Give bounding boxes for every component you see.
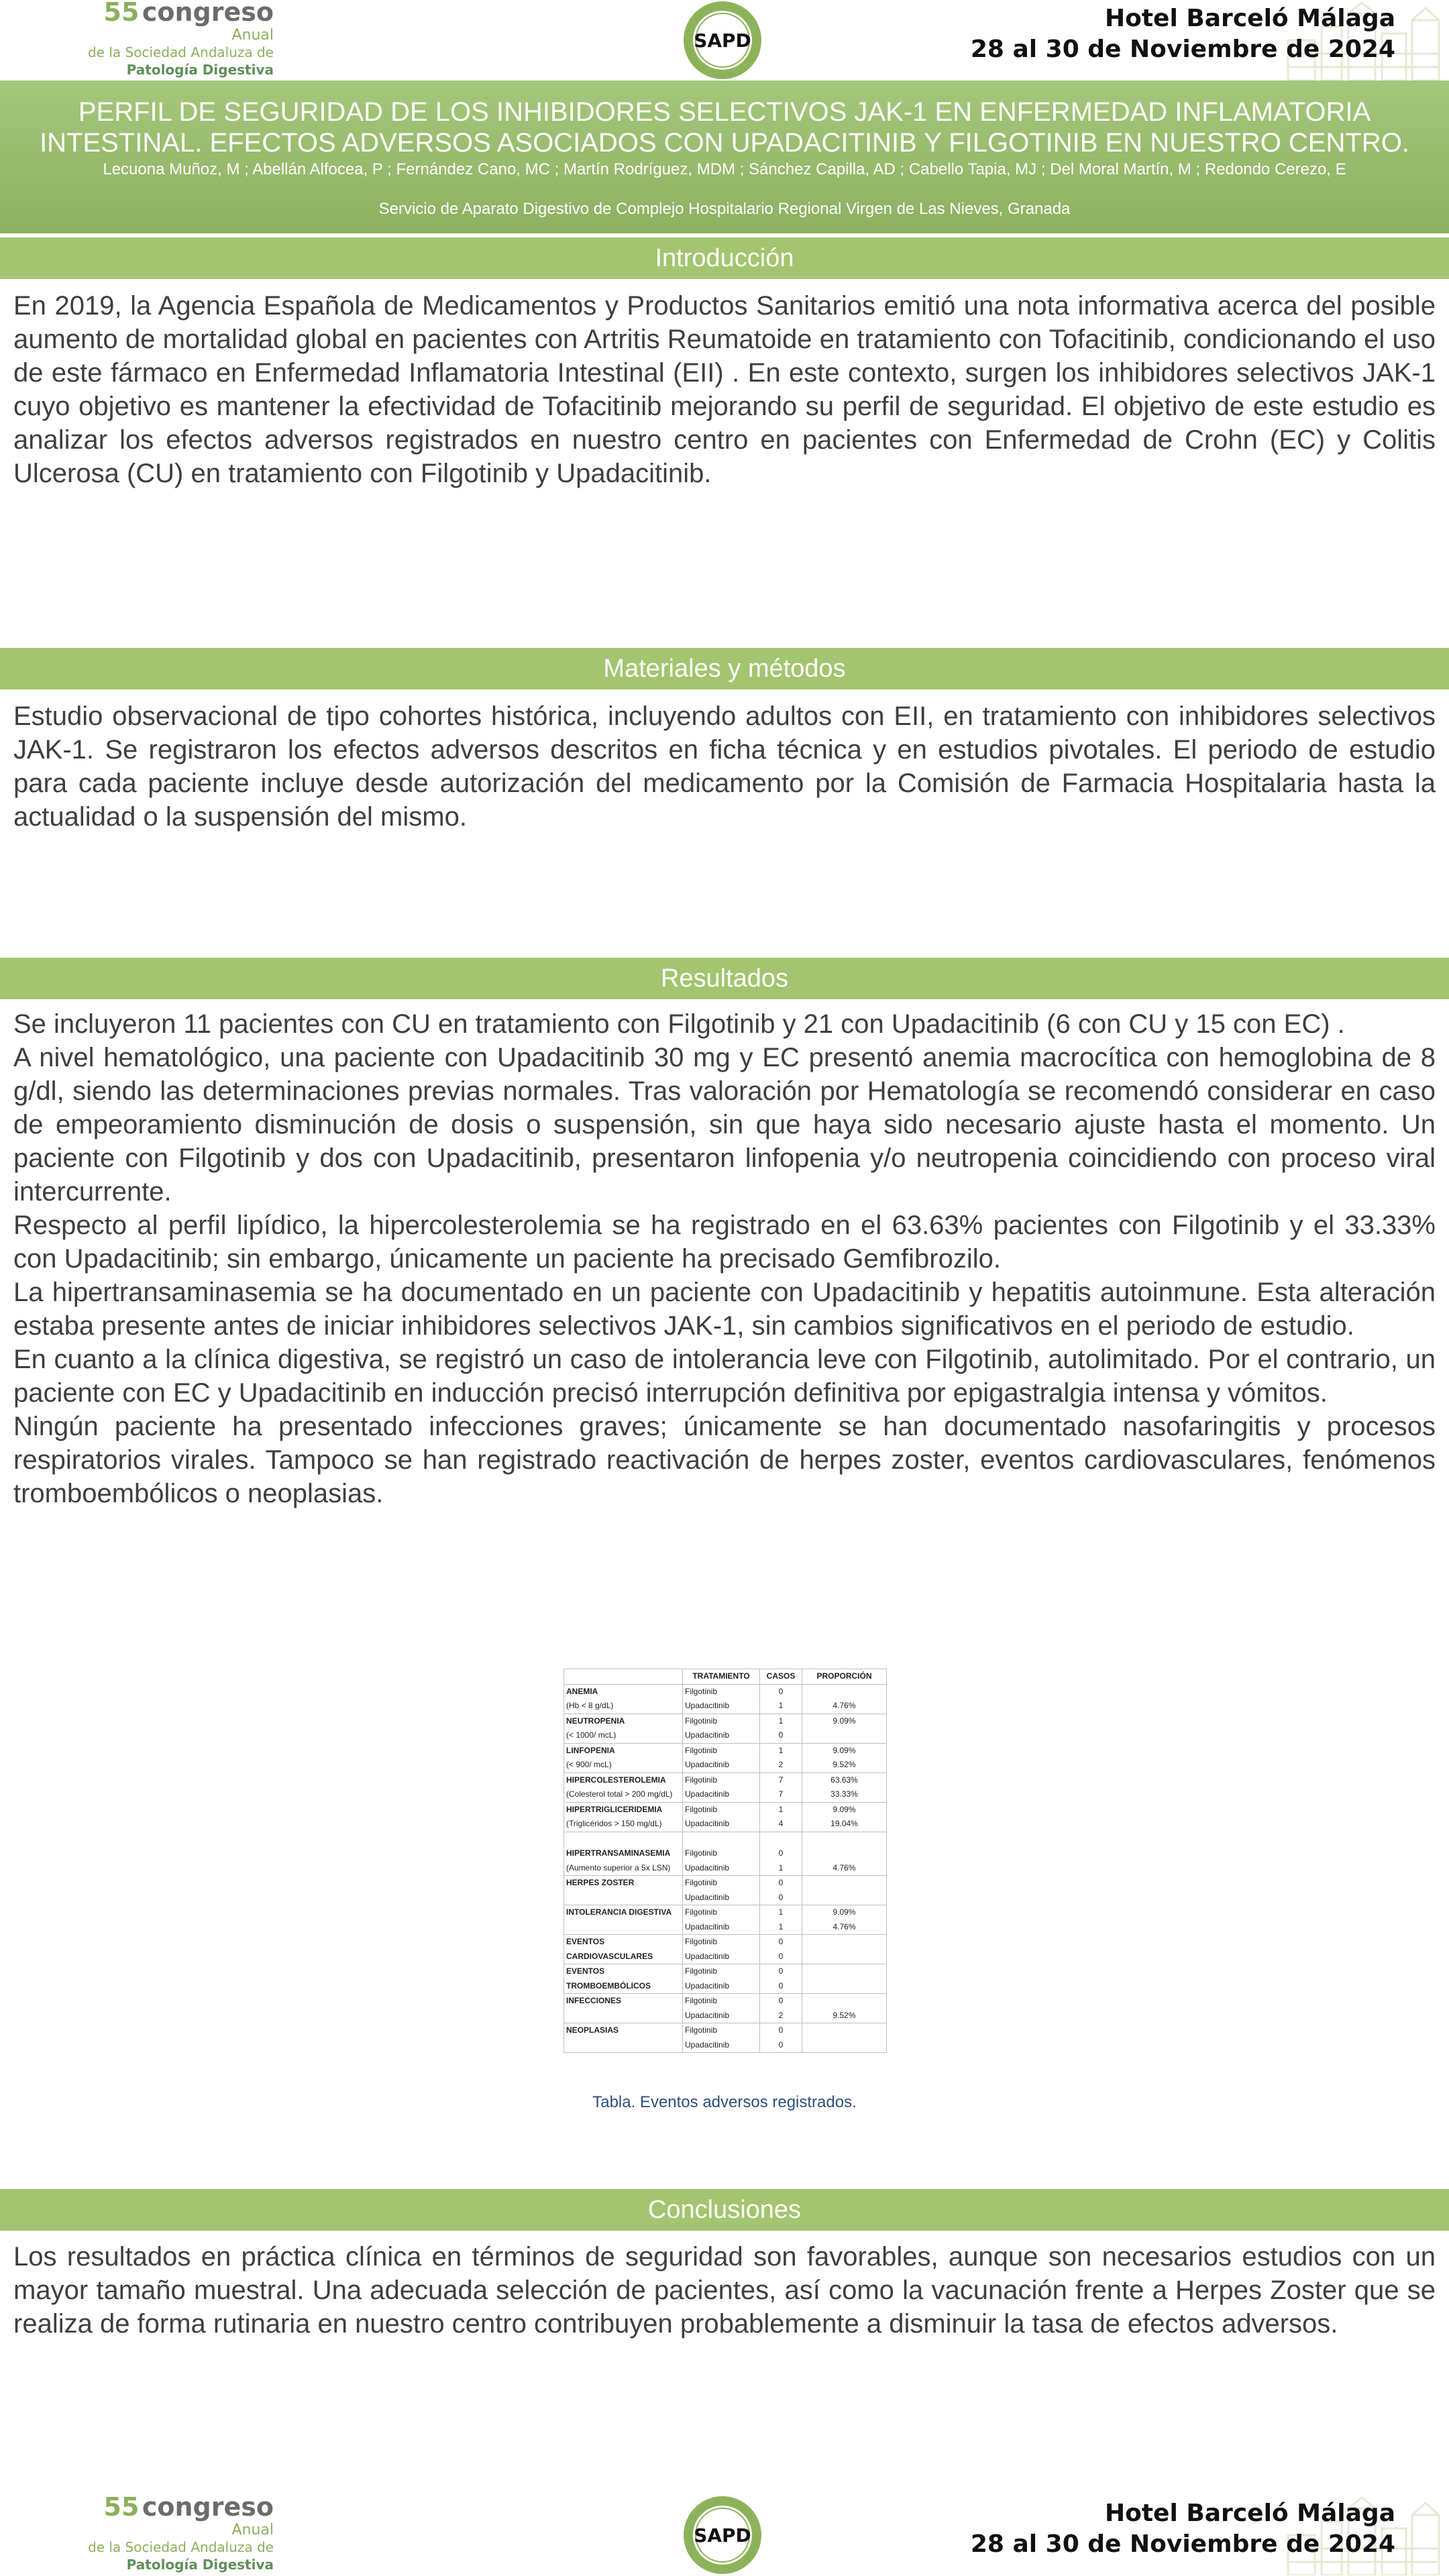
intro-heading: Introducción — [0, 237, 1449, 279]
footer-venue-dates: 28 al 30 de Noviembre de 2024 — [970, 2530, 1395, 2558]
table-cell-event: (Hb < 8 g/dL) — [564, 1699, 683, 1714]
table-cell-event: INTOLERANCIA DIGESTIVA — [564, 1905, 683, 1920]
results-paragraph-5: En cuanto a la clínica digestiva, se registró un caso de intolerancia leve con Filgotinib, autolimitado. Por el contrario, un paciente con EC y Upadacitinib en inducción precisó interrupción definitiva por epigastralgia intensa y vómitos. — [13, 1345, 1436, 1408]
table-cell-event: NEUTROPENIA — [564, 1714, 683, 1728]
table-cell-treatment: Filgotinib — [683, 1743, 760, 1758]
table-cell-proportion: 9.09% — [802, 1714, 887, 1728]
table-row — [564, 1832, 887, 1846]
congress-society: de la Sociedad Andaluza de — [88, 44, 274, 60]
table-cell-treatment: Upadacitinib — [683, 2038, 760, 2053]
footer-congress-society: de la Sociedad Andaluza de — [88, 2539, 274, 2555]
results-text — [13, 1007, 1436, 1510]
table-cell-event: TROMBOEMBÓLICOS — [564, 1979, 683, 1994]
table-cell-cases — [760, 1832, 802, 1846]
table-row — [564, 1876, 887, 1891]
table-cell-proportion: 4.76% — [802, 1699, 887, 1714]
table-cell-treatment — [683, 1832, 760, 1846]
table-row — [564, 1950, 887, 1964]
table-cell-cases: 1 — [760, 1920, 802, 1935]
table-cell-cases: 0 — [760, 2038, 802, 2053]
table-cell-cases: 1 — [760, 1905, 802, 1920]
methods-text — [13, 699, 1436, 834]
table-cell-event: (< 900/ mcL) — [564, 1758, 683, 1773]
table-cell-proportion: 9.09% — [802, 1802, 887, 1817]
congress-annual: Anual — [231, 27, 274, 44]
table-cell-proportion — [802, 1846, 887, 1861]
table-cell-treatment: Filgotinib — [683, 1773, 760, 1787]
table-cell-proportion: 4.76% — [802, 1920, 887, 1935]
table-cell-treatment: Filgotinib — [683, 1714, 760, 1728]
table-cell-proportion — [802, 1964, 887, 1979]
table-cell-cases: 0 — [760, 1891, 802, 1905]
table-cell-cases: 1 — [760, 1714, 802, 1728]
table-row — [564, 1891, 887, 1905]
table-cell-cases: 0 — [760, 1950, 802, 1964]
conclusions-heading: Conclusiones — [0, 2189, 1449, 2231]
footer-venue-hotel: Hotel Barceló Málaga — [1104, 2500, 1395, 2527]
results-paragraph-2: A nivel hematológico, una paciente con Upadacitinib 30 mg y EC presentó anemia macrocítica con hemoglobina de 8 g/dl, siendo las determinaciones previas normales. Tras valoración por Hematología se recomendó considerar en caso de empeoramiento disminución de dosis o suspensión, sin que haya sido necesario ajuste hasta el momento. Un paciente con Filgotinib y dos con Upadacitinib, presentaron linfopenia y/o neutropenia coincidiendo con proceso viral intercurrente. — [13, 1043, 1436, 1207]
table-cell-treatment: Upadacitinib — [683, 1758, 760, 1773]
header-banner — [0, 0, 1449, 80]
table-cell-treatment: Upadacitinib — [683, 1950, 760, 1964]
table-cell-event: LINFOPENIA — [564, 1743, 683, 1758]
table-cell-treatment: Filgotinib — [683, 1935, 760, 1950]
table-cell-event: (Triglicéridos > 150 mg/dL) — [564, 1817, 683, 1832]
table-row — [564, 1758, 887, 1773]
table-cell-treatment: Upadacitinib — [683, 1979, 760, 1994]
table-cell-proportion: 9.52% — [802, 1758, 887, 1773]
table-header-event — [564, 1669, 683, 1685]
title-block — [0, 80, 1449, 233]
table-cell-cases: 7 — [760, 1773, 802, 1787]
footer-banner — [0, 2492, 1449, 2575]
table-cell-proportion — [802, 2023, 887, 2038]
table-cell-proportion — [802, 1891, 887, 1905]
footer-congress-specialty: Patología Digestiva — [126, 2557, 274, 2573]
table-cell-proportion: 33.33% — [802, 1787, 887, 1802]
table-cell-proportion: 9.09% — [802, 1905, 887, 1920]
congress-number: 55 — [103, 0, 140, 27]
table-cell-proportion: 63.63% — [802, 1773, 887, 1787]
table-row — [564, 1743, 887, 1758]
table-row — [564, 1861, 887, 1876]
footer-seal-text: SAPD — [694, 2524, 751, 2546]
table-cell-proportion — [802, 1994, 887, 2009]
table-cell-cases: 2 — [760, 2009, 802, 2023]
table-row — [564, 1773, 887, 1787]
table-cell-treatment: Filgotinib — [683, 1684, 760, 1699]
table-row — [564, 1846, 887, 1861]
table-row — [564, 2038, 887, 2053]
footer-sapd-seal-icon — [681, 2495, 764, 2575]
table-cell-event: CARDIOVASCULARES — [564, 1950, 683, 1964]
table-header-treatment: TRATAMIENTO — [683, 1669, 760, 1685]
footer-venue-info — [970, 2495, 1395, 2575]
table-caption: Tabla. Eventos adversos registrados. — [592, 2093, 857, 2111]
results-paragraph-4: La hipertransaminasemia se ha documentado en un paciente con Upadacitinib y hepatitis autoinmune. Esta alteración estaba presente antes de iniciar inhibidores selectivos JAK-1, sin cambios significativos en el periodo de estudio. — [13, 1278, 1436, 1341]
table-cell-cases: 0 — [760, 1876, 802, 1891]
table-cell-treatment: Upadacitinib — [683, 1699, 760, 1714]
table-cell-cases: 1 — [760, 1743, 802, 1758]
table-row — [564, 1787, 887, 1802]
conclusions-text — [13, 2240, 1436, 2341]
table-cell-event — [564, 2009, 683, 2023]
table-cell-treatment: Filgotinib — [683, 1994, 760, 2009]
intro-paragraph: En 2019, la Agencia Española de Medicamentos y Productos Sanitarios emitió una nota informativa acerca del posible aumento de mortalidad global en pacientes con Artritis Reumatoide en tratamiento con Tofacitinib, condicionando el uso de este fármaco en Enfermedad Inflamatoria Intestinal (EII) . En este contexto, surgen los inhibidores selectivos JAK-1 cuyo objetivo es mantener la efectividad de Tofacitinib mejorando su perfil de seguridad. El objetivo de este estudio es analizar los efectos adversos registrados en nuestro centro en pacientes con Enfermedad de Crohn (EC) y Colitis Ulcerosa (CU) en tratamiento con Filgotinib y Upadacitinib. — [13, 291, 1436, 488]
table-header-row — [564, 1669, 887, 1685]
table-cell-proportion — [802, 1684, 887, 1699]
table-cell-event: HIPERTRANSAMINASEMIA — [564, 1846, 683, 1861]
poster-affiliation: Servicio de Aparato Digestivo de Complejo Hospitalario Regional Virgen de Las Nieves, Granada — [378, 200, 1071, 218]
seal-text: SAPD — [694, 30, 751, 52]
table-cell-event: EVENTOS — [564, 1964, 683, 1979]
table-row — [564, 1684, 887, 1699]
table-cell-proportion — [802, 1832, 887, 1846]
table-row — [564, 1714, 887, 1728]
footer-congress-word: congreso — [142, 2492, 274, 2522]
table-cell-treatment: Filgotinib — [683, 1802, 760, 1817]
table-cell-treatment: Filgotinib — [683, 1876, 760, 1891]
table-cell-treatment: Filgotinib — [683, 2023, 760, 2038]
footer-congress-annual: Anual — [231, 2522, 274, 2538]
table-cell-event: EVENTOS — [564, 1935, 683, 1950]
table-cell-event: HERPES ZOSTER — [564, 1876, 683, 1891]
poster-title: PERFIL DE SEGURIDAD DE LOS INHIBIDORES SELECTIVOS JAK-1 EN ENFERMEDAD INFLAMATORIA INTESTINAL. EFECTOS ADVERSOS ASOCIADOS CON UPADACITINIB Y FILGOTINIB EN NUESTRO CENTRO. — [40, 97, 1409, 158]
table-row — [564, 1905, 887, 1920]
table-cell-cases: 7 — [760, 1787, 802, 1802]
table-cell-treatment: Upadacitinib — [683, 1817, 760, 1832]
table-cell-treatment: Filgotinib — [683, 1964, 760, 1979]
table-cell-proportion: 9.09% — [802, 1743, 887, 1758]
table-row — [564, 1802, 887, 1817]
table-cell-event: HIPERCOLESTEROLEMIA — [564, 1773, 683, 1787]
table-cell-treatment: Upadacitinib — [683, 1787, 760, 1802]
table-cell-treatment: Upadacitinib — [683, 1891, 760, 1905]
table-cell-cases: 1 — [760, 1861, 802, 1876]
table-cell-event: (Aumento superior a 5x LSN) — [564, 1861, 683, 1876]
table-row — [564, 1817, 887, 1832]
table-cell-event — [564, 1920, 683, 1935]
table-cell-proportion — [802, 1728, 887, 1743]
table-cell-proportion: 4.76% — [802, 1861, 887, 1876]
table-cell-proportion — [802, 1935, 887, 1950]
table-cell-event: ANEMIA — [564, 1684, 683, 1699]
adverse-events-table — [564, 1669, 887, 2053]
table-cell-event: (Colesterol total > 200 mg/dL) — [564, 1787, 683, 1802]
table-cell-cases: 4 — [760, 1817, 802, 1832]
table-row — [564, 1920, 887, 1935]
table-cell-event — [564, 2038, 683, 2053]
venue-hotel: Hotel Barceló Málaga — [1104, 5, 1395, 32]
footer-congress-number: 55 — [103, 2492, 140, 2522]
venue-dates: 28 al 30 de Noviembre de 2024 — [970, 36, 1395, 63]
results-paragraph-3: Respecto al perfil lipídico, la hipercolesterolemia se ha registrado en el 63.63% pacientes con Filgotinib y el 33.33% con Upadacitinib; sin embargo, únicamente un paciente ha precisado Gemfibrozilo. — [13, 1211, 1436, 1274]
table-cell-proportion — [802, 1979, 887, 1994]
footer-congress-logo — [0, 2492, 274, 2575]
table-cell-proportion: 19.04% — [802, 1817, 887, 1832]
sapd-seal-icon — [681, 0, 764, 80]
table-row — [564, 1979, 887, 1994]
poster-authors: Lecuona Muñoz, M ; Abellán Alfocea, P ; Fernández Cano, MC ; Martín Rodríguez, MDM ; Sánchez Capilla, AD ; Cabello Tapia, MJ ; Del Moral Martín, M ; Redondo Cerezo, E — [103, 160, 1346, 178]
table-row — [564, 2009, 887, 2023]
methods-heading: Materiales y métodos — [0, 648, 1449, 689]
table-cell-cases: 0 — [760, 1935, 802, 1950]
intro-text — [13, 289, 1436, 490]
table-cell-treatment: Upadacitinib — [683, 1728, 760, 1743]
results-paragraph-1: Se incluyeron 11 pacientes con CU en tratamiento con Filgotinib y 21 con Upadacitinib (6 con CU y 15 con EC) . — [13, 1009, 1345, 1039]
table-cell-cases: 0 — [760, 1684, 802, 1699]
table-cell-proportion — [802, 1950, 887, 1964]
table-cell-cases: 0 — [760, 1728, 802, 1743]
table-row — [564, 1728, 887, 1743]
table-cell-cases: 0 — [760, 1994, 802, 2009]
table-row — [564, 1699, 887, 1714]
table-cell-proportion: 9.52% — [802, 2009, 887, 2023]
congress-specialty: Patología Digestiva — [126, 62, 274, 78]
table-cell-treatment: Filgotinib — [683, 1846, 760, 1861]
table-row — [564, 1935, 887, 1950]
table-cell-event: HIPERTRIGLICERIDEMIA — [564, 1802, 683, 1817]
table-cell-cases: 1 — [760, 1802, 802, 1817]
table-cell-cases: 1 — [760, 1699, 802, 1714]
methods-paragraph: Estudio observacional de tipo cohortes histórica, incluyendo adultos con EII, en tratamiento con inhibidores selectivos JAK-1. Se registraron los efectos adversos descritos en ficha técnica y en estudios pivotales. El periodo de estudio para cada paciente incluye desde autorización del medicamento por la Comisión de Farmacia Hospitalaria hasta la actualidad o la suspensión del mismo. — [13, 702, 1436, 832]
results-heading: Resultados — [0, 958, 1449, 999]
table-cell-event: NEOPLASIAS — [564, 2023, 683, 2038]
table-row — [564, 2023, 887, 2038]
results-paragraph-6: Ningún paciente ha presentado infecciones graves; únicamente se han documentado nasofaringitis y procesos respiratorios virales. Tampoco se han registrado reactivación de herpes zoster, eventos cardiovasculares, fenómenos tromboembólicos o neoplasias. — [13, 1412, 1436, 1508]
table-cell-treatment: Upadacitinib — [683, 1920, 760, 1935]
table-cell-proportion — [802, 1876, 887, 1891]
table-cell-cases: 0 — [760, 2023, 802, 2038]
table-row — [564, 1964, 887, 1979]
table-cell-event: INFECCIONES — [564, 1994, 683, 2009]
table-cell-treatment: Upadacitinib — [683, 1861, 760, 1876]
table-cell-event — [564, 1891, 683, 1905]
table-cell-event — [564, 1832, 683, 1846]
table-cell-proportion — [802, 2038, 887, 2053]
table-header-cases: CASOS — [760, 1669, 802, 1685]
table-cell-cases: 2 — [760, 1758, 802, 1773]
congress-logo — [0, 0, 274, 80]
table-cell-treatment: Upadacitinib — [683, 2009, 760, 2023]
table-row — [564, 1994, 887, 2009]
table-cell-cases: 0 — [760, 1964, 802, 1979]
table-cell-event: (< 1000/ mcL) — [564, 1728, 683, 1743]
table-cell-cases: 0 — [760, 1979, 802, 1994]
venue-info — [970, 0, 1395, 80]
conclusions-paragraph: Los resultados en práctica clínica en términos de seguridad son favorables, aunque son necesarios estudios con un mayor tamaño muestral. Una adecuada selección de pacientes, así como la vacunación frente a Herpes Zoster que se realiza de forma rutinaria en nuestro centro contribuyen probablemente a disminuir la tasa de efectos adversos. — [13, 2242, 1436, 2339]
table-cell-cases: 0 — [760, 1846, 802, 1861]
table-header-proportion: PROPORCIÓN — [802, 1669, 887, 1685]
table-cell-treatment: Filgotinib — [683, 1905, 760, 1920]
congress-word: congreso — [142, 0, 274, 27]
